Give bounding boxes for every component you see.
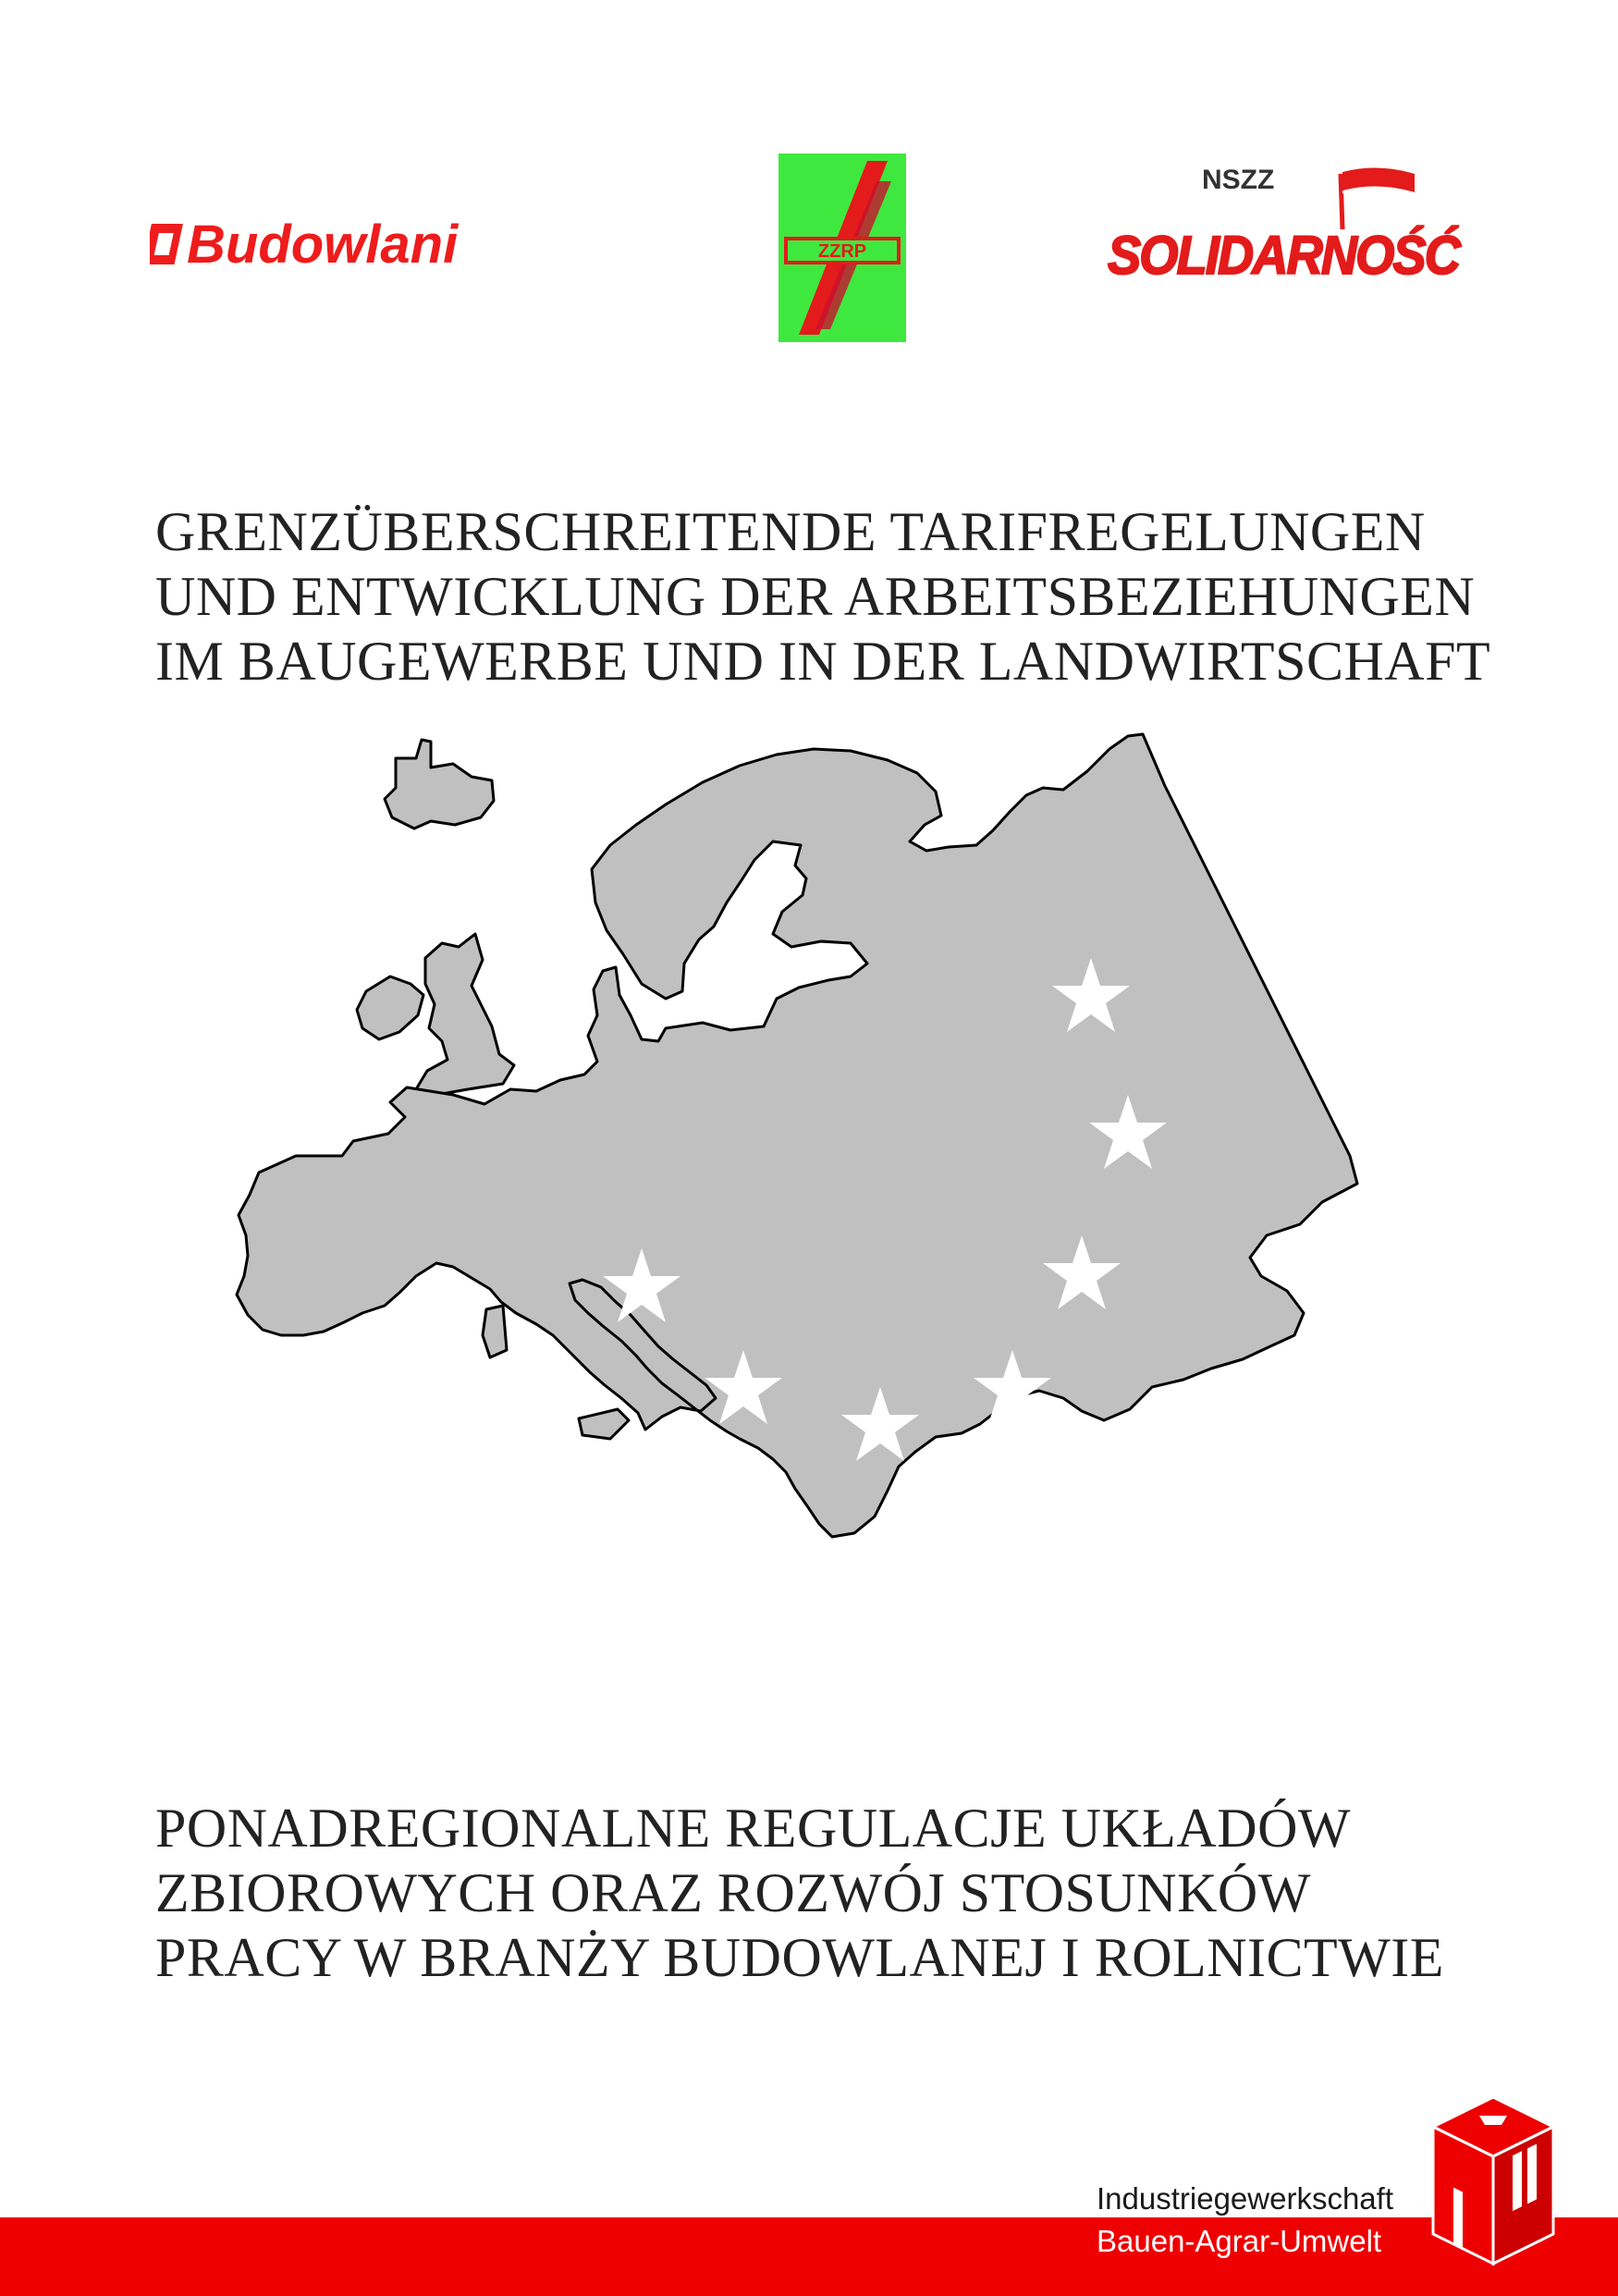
ireland-shape [357, 976, 423, 1039]
title-german-line-2: UND ENTWICKLUNG DER ARBEITSBEZIEHUNGEN [155, 566, 1476, 627]
budowlani-logo-text: Budowlani [187, 215, 459, 274]
title-polish-line-3: PRACY W BRANŻY BUDOWLANEJ I ROLNICTWIE [155, 1927, 1444, 1988]
zzr-logo [778, 153, 906, 342]
budowlani-logo [150, 215, 575, 274]
solidarnosc-nszz: NSZZ [1202, 165, 1275, 195]
solidarnosc-text: SOLIDARNOŚĆ [1108, 226, 1462, 286]
solidarnosc-logo [1100, 155, 1470, 303]
mainland-shape [237, 734, 1357, 1537]
sicily-shape [579, 1409, 629, 1439]
igbau-logo-text: IG BAU [1493, 2088, 1497, 2089]
europe-map [148, 721, 1479, 1757]
zzr-logo-text: ZZRP [817, 241, 867, 262]
igbau-logo [1424, 2088, 1563, 2273]
title-german [155, 499, 1490, 694]
sardinia-shape [483, 1306, 507, 1357]
title-polish [155, 1796, 1444, 1990]
title-german-line-1: GRENZÜBERSCHREITENDE TARIFREGELUNGEN [155, 501, 1426, 562]
organization-name: Industriegewerkschaft [1097, 2181, 1393, 2216]
great-britain-shape [416, 934, 514, 1095]
iceland-shape [385, 740, 494, 829]
organization-subtitle: Bauen-Agrar-Umwelt [1097, 2224, 1382, 2258]
title-polish-line-2: ZBIOROWYCH ORAZ ROZWÓJ STOSUNKÓW [155, 1862, 1311, 1923]
title-german-line-3: IM BAUGEWERBE UND IN DER LANDWIRTSCHAFT [155, 631, 1491, 692]
title-polish-line-1: PONADREGIONALNE REGULACJE UKŁADÓW [155, 1798, 1352, 1859]
